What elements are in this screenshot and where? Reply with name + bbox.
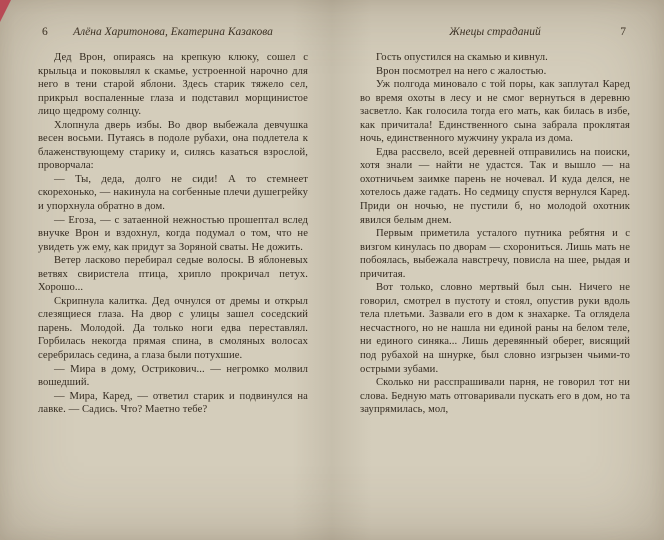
paragraph: — Ты, деда, долго не сиди! А то стемнеет скорехонько, — накинула на согбенные плечи душегрейку и упорхнула обратно в дом. xyxy=(38,173,308,213)
paragraph: — Мира в дому, Острикович... — негромко молвил вошедший. xyxy=(38,363,308,389)
left-page-text xyxy=(38,51,308,417)
paragraph: Первым приметила усталого путника ребятня и с визгом кинулась по дворам — схорониться. Лишь мать не побоялась, выбежала навстречу, повисла на шее, рыдая и причитая. xyxy=(360,228,630,280)
red-corner-artifact xyxy=(0,0,11,22)
right-page-number: 7 xyxy=(620,26,626,38)
paragraph: Едва рассвело, всей деревней отправились на поиски, хотя знали — найти не удастся. Так и вышло — на охотничьем заимке парень не ночевал. И куда делся, не хотелось даже гадать. Но седмицу спустя вернулся Каред. Приди он ночью, не пустили б, но молодой охотник явился белым днем. xyxy=(360,146,630,226)
right-page-text xyxy=(360,51,630,417)
paragraph: Вот только, словно мертвый был сын. Ничего не говорил, смотрел в пустоту и стоял, опустив руки вдоль тела плетьми. Зазвали его в дом к знахарке. Та оглядела несчастного, но не нашла ни единой раны на белом теле, ни единого синяка... Лишь деревянный оберег, висящий под рубахой на шнурке, был словно изгрызен чьими-то острыми зубами. xyxy=(360,282,630,375)
right-page xyxy=(334,26,640,526)
paragraph: Хлопнула дверь избы. Во двор выбежала девчушка весен восьми. Путаясь в подоле рубахи, она подлетела к блаженствующему старику и, силясь казаться взрослой, проворчала: xyxy=(38,119,308,172)
left-page xyxy=(26,26,334,526)
paragraph: — Егоза, — с затаенной нежностью прошептал вслед внучке Врон и вздохнул, когда подумал о том, что не увидеть уж ему, как придут за Зоряной сваты. Не дожить. xyxy=(38,214,308,253)
paragraph: Врон посмотрел на него с жалостью. xyxy=(376,65,547,77)
paragraph: Дед Врон, опираясь на крепкую клюку, сошел с крыльца и поковылял к скамье, устроенной нарочно для него в тени старой яблони. Здесь старик тяжело сел, прикрыл воспаленные глаза и подставил морщинистое лицо щедрому солнцу. xyxy=(38,52,308,118)
paragraph: Ветер ласково перебирал седые волосы. В яблоневых ветвях свиристела птица, хрипло прокричал петух. Хорошо... xyxy=(38,255,308,294)
left-page-header xyxy=(38,26,308,38)
paragraph: Гость опустился на скамью и кивнул. xyxy=(376,52,548,63)
paragraph: Уж полгода миновало с той поры, как заплутал Каред во время охоты в лесу и не смог вернуться в деревню засветло. Как голосила тогда его мать, как билась в избе, как причитала! Единственного сына забрала проклятая ночь, единственного мужчину украла из дома. xyxy=(360,79,630,145)
right-running-title: Жнецы страданий xyxy=(449,26,541,38)
paragraph: Скрипнула калитка. Дед очнулся от дремы и открыл слезящиеся глаза. На двор с улицы зашел соседский парень. Молодой. Да только ноги едва переставлял. Горбилась некогда прямая спина, в смоляных волосах серебрилась седина, а глаза были потухшие. xyxy=(38,295,308,362)
left-running-title: Алёна Харитонова, Екатерина Казакова xyxy=(73,26,273,38)
left-page-number: 6 xyxy=(42,26,48,38)
paragraph: Сколько ни расспрашивали парня, не говорил тот ни слова. Бедную мать отговаривали пускать его в дом, но та заупрямилась, мол, xyxy=(360,377,630,416)
right-page-header xyxy=(360,26,630,38)
paragraph: — Мира, Каред, — ответил старик и подвинулся на лавке. — Садись. Что? Маетно тебе? xyxy=(38,390,308,416)
